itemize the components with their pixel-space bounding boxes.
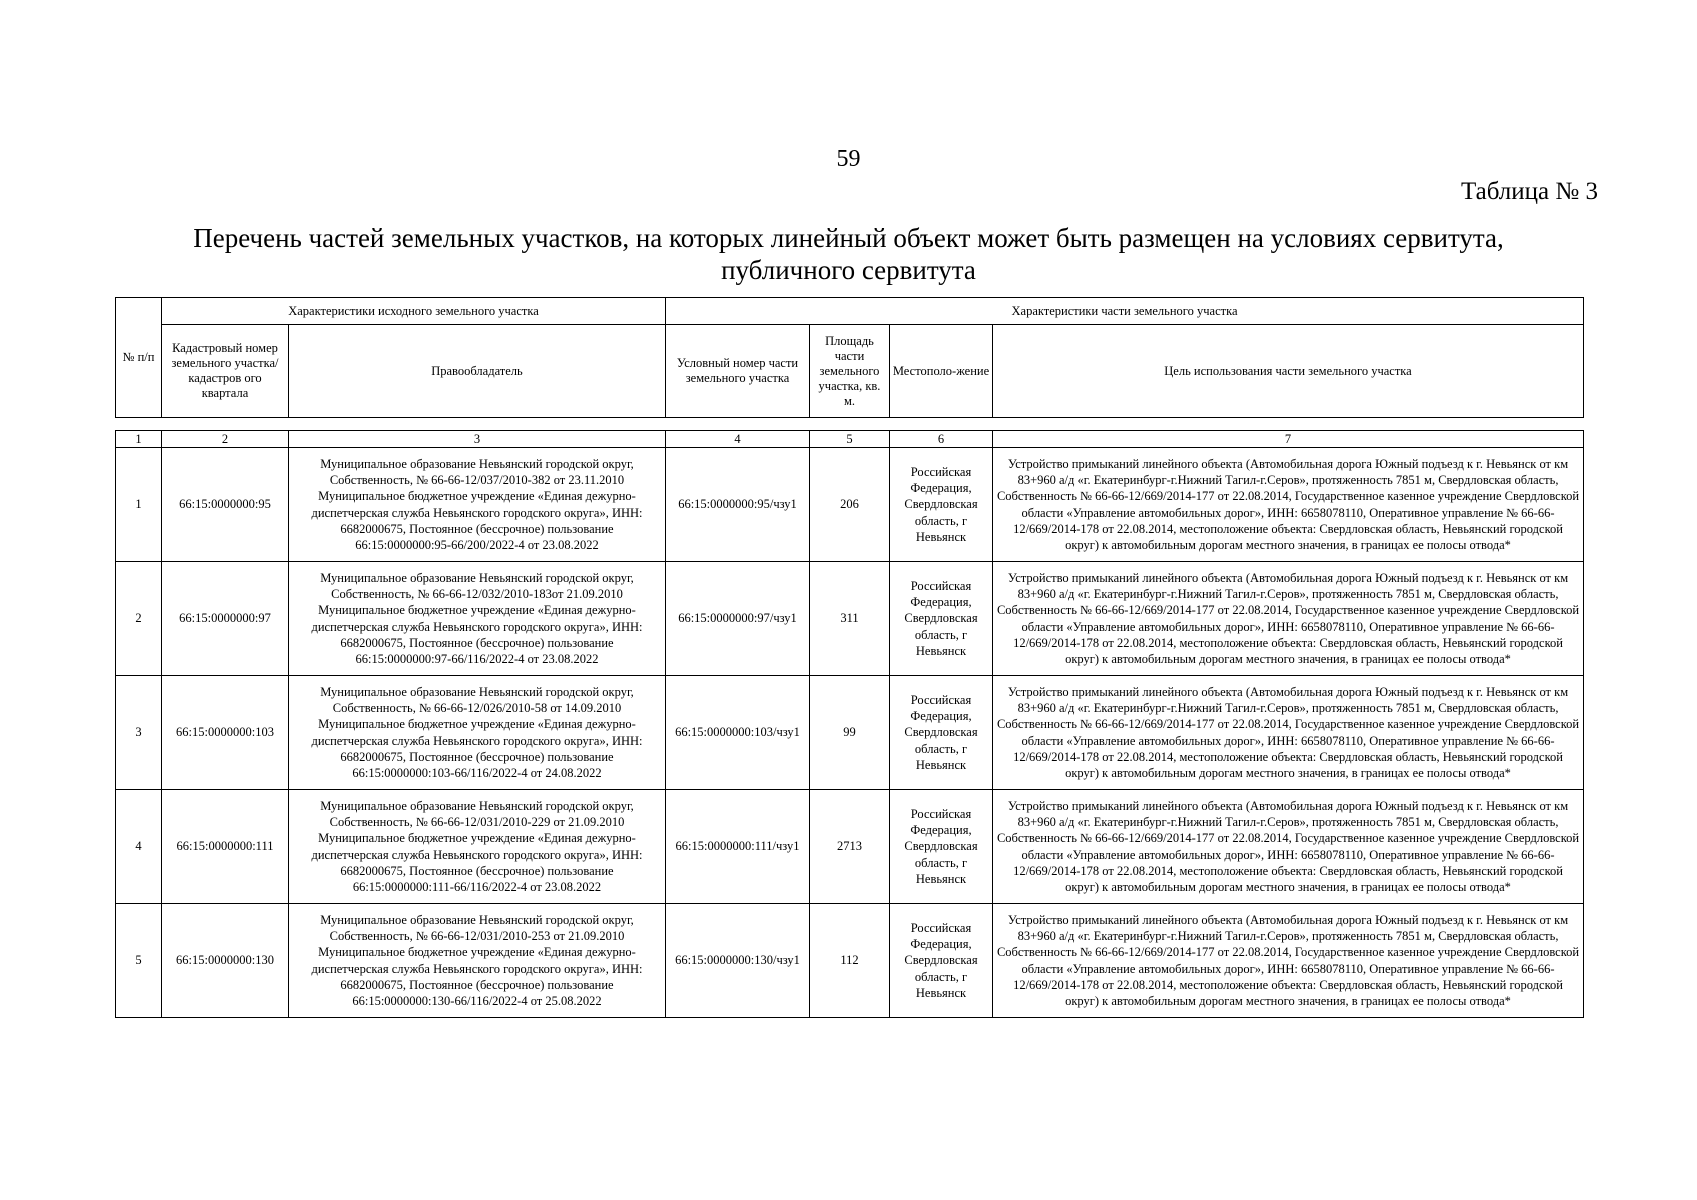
owner-cell: Муниципальное образование Невьянский городской округ, Собственность, № 66-66-12/026/2010-58 от 14.09.2010 Муниципальное бюджетное учреждение «Единая дежурно-диспетчерская служба Невьянского городского округа», ИНН: 6682000675, Постоянное (бессрочное) пользование 66:15:0000000:103-66/116/2022-4 от 24.08.2022 bbox=[289, 676, 666, 790]
servitude-table bbox=[115, 297, 1584, 1018]
area-cell: 2713 bbox=[810, 790, 890, 904]
owner-cell: Муниципальное образование Невьянский городской округ, Собственность, № 66-66-12/037/2010-382 от 23.11.2010 Муниципальное бюджетное учреждение «Единая дежурно-диспетчерская служба Невьянского городского округа», ИНН: 6682000675, Постоянное (бессрочное) пользование 66:15:0000000:95-66/200/2022-4 от 23.08.2022 bbox=[289, 448, 666, 562]
area-cell: 311 bbox=[810, 562, 890, 676]
purpose-cell: Устройство примыканий линейного объекта (Автомобильная дорога Южный подъезд к г. Невьянск от км 83+960 а/д «г. Екатеринбург-г.Нижний Тагил-г.Серов», протяженность 7851 м, Свердловская область, Собственность № 66-66-12/669/2014-177 от 22.08.2014, Государственное казенное учреждение Свердловской области «Управление автомобильных дорог», ИНН: 6658078110, Оперативное управление № 66-66-12/669/2014-178 от 22.08.2014, местоположение объекта: Свердловская область, Невьянский городской округ) к автомобильным дорогам местного значения, в границах ее полосы отвода* bbox=[993, 790, 1584, 904]
header-purpose: Цель использования части земельного участка bbox=[993, 325, 1584, 418]
header-location: Местополо-жение bbox=[890, 325, 993, 418]
owner-cell: Муниципальное образование Невьянский городской округ, Собственность, № 66-66-12/031/2010-229 от 21.09.2010 Муниципальное бюджетное учреждение «Единая дежурно-диспетчерская служба Невьянского городского округа», ИНН: 6682000675, Постоянное (бессрочное) пользование 66:15:0000000:111-66/116/2022-4 от 23.08.2022 bbox=[289, 790, 666, 904]
cadastral-number: 66:15:0000000:97 bbox=[162, 562, 289, 676]
spacer-row bbox=[116, 418, 1584, 431]
column-number: 5 bbox=[810, 431, 890, 448]
table-row bbox=[116, 904, 1584, 1018]
location-cell: Российская Федерация, Свердловская область, г Невьянск bbox=[890, 448, 993, 562]
location-cell: Российская Федерация, Свердловская область, г Невьянск bbox=[890, 790, 993, 904]
area-cell: 99 bbox=[810, 676, 890, 790]
row-num: 3 bbox=[116, 676, 162, 790]
column-number: 4 bbox=[666, 431, 810, 448]
conditional-number: 66:15:0000000:103/чзу1 bbox=[666, 676, 810, 790]
cadastral-number: 66:15:0000000:103 bbox=[162, 676, 289, 790]
conditional-number: 66:15:0000000:97/чзу1 bbox=[666, 562, 810, 676]
row-num: 1 bbox=[116, 448, 162, 562]
row-num: 4 bbox=[116, 790, 162, 904]
table-row bbox=[116, 676, 1584, 790]
document-title bbox=[0, 222, 1697, 286]
title-line-2: публичного сервитута bbox=[721, 255, 976, 285]
header-cadastral: Кадастровый номер земельного участка/кадастров ого квартала bbox=[162, 325, 289, 418]
owner-cell: Муниципальное образование Невьянский городской округ, Собственность, № 66-66-12/031/2010-253 от 21.09.2010 Муниципальное бюджетное учреждение «Единая дежурно-диспетчерская служба Невьянского городского округа», ИНН: 6682000675, Постоянное (бессрочное) пользование 66:15:0000000:130-66/116/2022-4 от 25.08.2022 bbox=[289, 904, 666, 1018]
conditional-number: 66:15:0000000:130/чзу1 bbox=[666, 904, 810, 1018]
cadastral-number: 66:15:0000000:95 bbox=[162, 448, 289, 562]
table-label: Таблица № 3 bbox=[1460, 178, 1598, 205]
purpose-cell: Устройство примыканий линейного объекта (Автомобильная дорога Южный подъезд к г. Невьянск от км 83+960 а/д «г. Екатеринбург-г.Нижний Тагил-г.Серов», протяженность 7851 м, Свердловская область, Собственность № 66-66-12/669/2014-177 от 22.08.2014, Государственное казенное учреждение Свердловской области «Управление автомобильных дорог», ИНН: 6658078110, Оперативное управление № 66-66-12/669/2014-178 от 22.08.2014, местоположение объекта: Свердловская область, Невьянский городской округ) к автомобильным дорогам местного значения, в границах ее полосы отвода* bbox=[993, 448, 1584, 562]
purpose-cell: Устройство примыканий линейного объекта (Автомобильная дорога Южный подъезд к г. Невьянск от км 83+960 а/д «г. Екатеринбург-г.Нижний Тагил-г.Серов», протяженность 7851 м, Свердловская область, Собственность № 66-66-12/669/2014-177 от 22.08.2014, Государственное казенное учреждение Свердловской области «Управление автомобильных дорог», ИНН: 6658078110, Оперативное управление № 66-66-12/669/2014-178 от 22.08.2014, местоположение объекта: Свердловская область, Невьянский городской округ) к автомобильным дорогам местного значения, в границах ее полосы отвода* bbox=[993, 562, 1584, 676]
column-number: 3 bbox=[289, 431, 666, 448]
header-cond-num: Условный номер части земельного участка bbox=[666, 325, 810, 418]
column-number: 2 bbox=[162, 431, 289, 448]
location-cell: Российская Федерация, Свердловская область, г Невьянск bbox=[890, 676, 993, 790]
location-cell: Российская Федерация, Свердловская область, г Невьянск bbox=[890, 562, 993, 676]
location-cell: Российская Федерация, Свердловская область, г Невьянск bbox=[890, 904, 993, 1018]
owner-cell: Муниципальное образование Невьянский городской округ, Собственность, № 66-66-12/032/2010-183от 21.09.2010 Муниципальное бюджетное учреждение «Единая дежурно-диспетчерская служба Невьянского городского округа», ИНН: 6682000675, Постоянное (бессрочное) пользование 66:15:0000000:97-66/116/2022-4 от 23.08.2022 bbox=[289, 562, 666, 676]
column-number: 6 bbox=[890, 431, 993, 448]
table-row bbox=[116, 790, 1584, 904]
conditional-number: 66:15:0000000:95/чзу1 bbox=[666, 448, 810, 562]
area-cell: 206 bbox=[810, 448, 890, 562]
cadastral-number: 66:15:0000000:130 bbox=[162, 904, 289, 1018]
column-number: 1 bbox=[116, 431, 162, 448]
title-line-1: Перечень частей земельных участков, на которых линейный объект может быть размещен на условиях сервитута, bbox=[193, 223, 1504, 253]
group-header-row bbox=[116, 298, 1584, 325]
header-source-group: Характеристики исходного земельного участка bbox=[162, 298, 666, 325]
purpose-cell: Устройство примыканий линейного объекта (Автомобильная дорога Южный подъезд к г. Невьянск от км 83+960 а/д «г. Екатеринбург-г.Нижний Тагил-г.Серов», протяженность 7851 м, Свердловская область, Собственность № 66-66-12/669/2014-177 от 22.08.2014, Государственное казенное учреждение Свердловской области «Управление автомобильных дорог», ИНН: 6658078110, Оперативное управление № 66-66-12/669/2014-178 от 22.08.2014, местоположение объекта: Свердловская область, Невьянский городской округ) к автомобильным дорогам местного значения, в границах ее полосы отвода* bbox=[993, 676, 1584, 790]
column-number: 7 bbox=[993, 431, 1584, 448]
header-num: № п/п bbox=[116, 298, 162, 418]
column-header-row bbox=[116, 325, 1584, 418]
row-num: 5 bbox=[116, 904, 162, 1018]
cadastral-number: 66:15:0000000:111 bbox=[162, 790, 289, 904]
row-num: 2 bbox=[116, 562, 162, 676]
purpose-cell: Устройство примыканий линейного объекта (Автомобильная дорога Южный подъезд к г. Невьянск от км 83+960 а/д «г. Екатеринбург-г.Нижний Тагил-г.Серов», протяженность 7851 м, Свердловская область, Собственность № 66-66-12/669/2014-177 от 22.08.2014, Государственное казенное учреждение Свердловской области «Управление автомобильных дорог», ИНН: 6658078110, Оперативное управление № 66-66-12/669/2014-178 от 22.08.2014, местоположение объекта: Свердловская область, Невьянский городской округ) к автомобильным дорогам местного значения, в границах ее полосы отвода* bbox=[993, 904, 1584, 1018]
column-number-row bbox=[116, 431, 1584, 448]
header-owner: Правообладатель bbox=[289, 325, 666, 418]
table-row bbox=[116, 448, 1584, 562]
header-part-group: Характеристики части земельного участка bbox=[666, 298, 1584, 325]
conditional-number: 66:15:0000000:111/чзу1 bbox=[666, 790, 810, 904]
header-area: Площадь части земельного участка, кв. м. bbox=[810, 325, 890, 418]
page-number: 59 bbox=[836, 146, 861, 172]
area-cell: 112 bbox=[810, 904, 890, 1018]
table-row bbox=[116, 562, 1584, 676]
